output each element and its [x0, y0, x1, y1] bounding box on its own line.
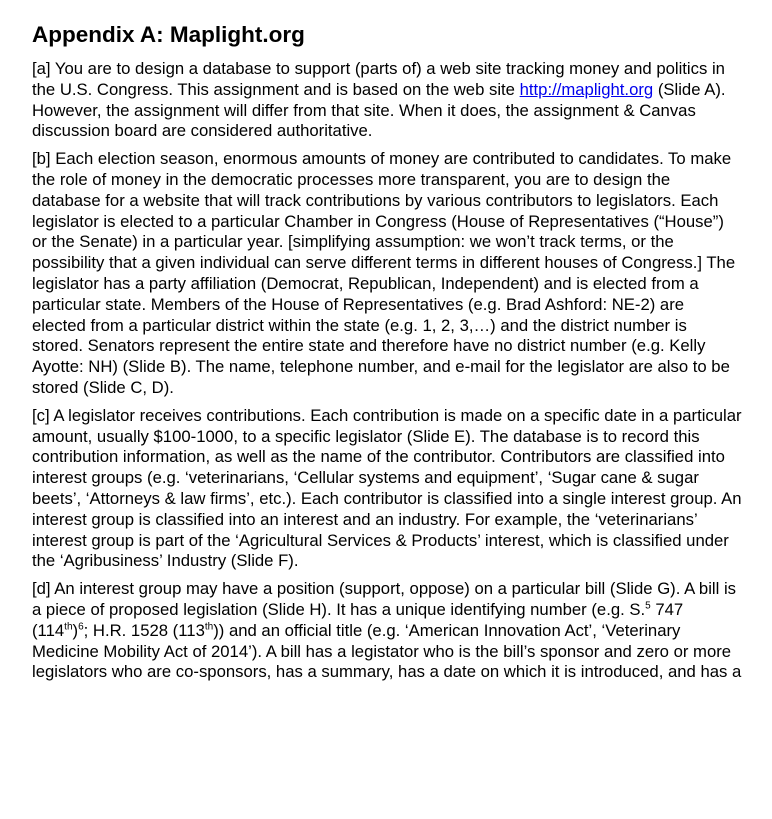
paragraph-c: [c] A legislator receives contributions. Each contribution is made on a specific date in a particular amount, usually $100-1000, to a specific legislator (Slide E). The database is to record this contribution information, as well as the name of the contributor. Contributors are classified into interest groups (e.g. ‘veterinarians, ‘Cellular systems and equipment’, ‘Sugar cane & sugar beets’, ‘Attorneys & law firms’, etc.). Each contributor is classified into a single interest group. An interest group is classified into an interest and an industry. For example, the ‘veterinarians’ interest group is part of the ‘Agricultural Services & Products’ interest, which is classified under the ‘Agribusiness’ Industry (Slide F). — [32, 405, 742, 571]
paragraph-d-text-5: )) and an official title (e.g. ‘American Innovation Act’, ‘Veterinary Medicine Mobility Act of 2014’). A bill has a legistator who is the bill’s sponsor and zero or more legislators who are co-sponsors, has a summary, has a date on which it is introduced, and has a — [32, 620, 742, 682]
appendix-title: Appendix A: Maplight.org — [32, 22, 305, 47]
paragraph-d — [32, 579, 742, 683]
paragraph-d-text-3: ) — [72, 620, 79, 640]
maplight-link[interactable]: http://maplight.org — [519, 79, 654, 99]
footnote-ref-6: 6 — [78, 621, 84, 633]
ordinal-superscript: th — [64, 621, 73, 633]
ordinal-superscript: th — [204, 621, 214, 633]
paragraph-b: [b] Each election season, enormous amounts of money are contributed to candidates. To make the role of money in the democratic processes more transparent, you are to design the database for a website that will track contributions by various contributors to legislators. Each legislator is elected to a particular Chamber in Congress (House of Representatives (“House”) or the Senate) in a particular year. [simplifying assumption: we won’t track terms, or the possibility that a given individual can serve different terms in different houses of Congress.] The legislator has a party affiliation (Democrat, Republican, Independent) and is elected from a particular state. Members of the House of Representatives (e.g. Brad Ashford: NE-2) are elected from a particular district within the state (e.g. 1, 2, 3,…) and the district number is stored. Senators represent the entire state and therefore have no district number (e.g. Kelly Ayotte: NH) (Slide B). The name, telephone number, and e-mail for the legislator are also to be stored (Slide C, D). — [32, 149, 736, 397]
paragraph-a-text-end: (Slide A). However, the assignment will differ from that site. When it does, the assignment & Canvas discussion board are considered authoritative. — [32, 79, 726, 141]
paragraph-a-text-start: [a] You are to design a database to support (parts of) a web site tracking money and politics in the U.S. Congress. This assignment and is based on the web site — [32, 59, 725, 99]
paragraph-a — [32, 59, 742, 142]
paragraph-d-text-4: ; H.R. 1528 (113 — [83, 620, 205, 640]
footnote-ref-5: 5 — [645, 600, 651, 612]
paragraph-d-text-2: 747 (114 — [32, 599, 684, 640]
paragraph-d-text-1: [d] An interest group may have a position (support, oppose) on a particular bill (Slide G). A bill is a piece of proposed legislation (Slide H). It has a unique identifying number (e.g. S. — [32, 579, 737, 619]
